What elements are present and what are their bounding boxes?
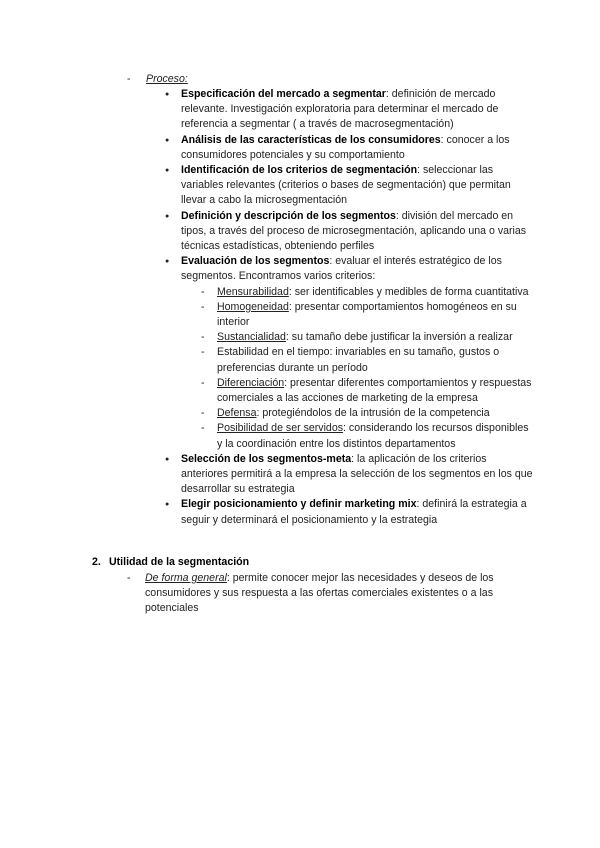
criterion-item [201, 376, 535, 406]
criterion-term: Posibilidad de ser servidos [217, 422, 344, 435]
process-steps-list [165, 87, 535, 528]
step-text: : división del mercado en tipos, a través del proceso de microsegmentación, aplicando una o varias técnicas estadísticas, obteniendo perfiles [181, 209, 527, 253]
criterion-text: : protegiéndolos de la intrusión de la competencia [256, 407, 490, 420]
criterion-term: Defensa [217, 407, 257, 420]
criterion-text: : presentar diferentes comportamientos y respuestas comerciales a las acciones de marketing de la empresa [217, 376, 532, 405]
step-text: : definirá la estrategia a seguir y determinará el posicionamiento y la estrategia [181, 498, 527, 526]
criterion-term: Mensurabilidad [217, 285, 289, 298]
section-heading [92, 555, 249, 570]
step-target-selection [165, 452, 535, 498]
step-text: : definición de mercado relevante. Investigación exploratoria para determinar el mercado de referencia a segmentar ( a través de macrosegmentación) [181, 88, 499, 131]
general-label: De forma general [145, 572, 227, 584]
criterion-term: Diferenciación [217, 376, 285, 389]
criterion-text: : su tamaño debe justificar la inversión a realizar [285, 331, 513, 344]
criterion-item [201, 330, 535, 345]
step-text: : evaluar el interés estratégico de los segmentos. Encontramos varios criterios: [181, 255, 502, 283]
criterion-item [201, 421, 535, 451]
criterion-text: : presentar comportamientos homogéneos en su interior [217, 300, 517, 329]
step-positioning [165, 497, 535, 527]
section-title: Utilidad de la segmentación [109, 556, 250, 568]
step-title: Definición y descripción de los segmentos [181, 209, 396, 222]
criterion-item [201, 300, 535, 330]
criterion-text: Estabilidad en el tiempo: invariables en su tamaño, gustos o preferencias durante un período [217, 346, 500, 374]
section-number: 2. [92, 556, 101, 568]
step-text: : seleccionar las variables relevantes (criterios o bases de segmentación) que permitan llevar a cabo la microsegmentación [181, 164, 511, 207]
evaluation-criteria-list [181, 285, 535, 452]
step-segment-definition [165, 209, 535, 255]
step-text: : conocer a los consumidores potenciales y su comportamiento [181, 133, 510, 161]
step-title: Selección de los segmentos-meta [181, 452, 352, 465]
step-segment-evaluation [165, 254, 535, 452]
step-criteria-identification [165, 163, 535, 209]
general-text: : permite conocer mejor las necesidades y deseos de los consumidores y sus respuesta a las ofertas comerciales existentes o a las potenciales [145, 572, 494, 615]
process-label: Proceso: [146, 73, 188, 85]
process-dash: - [127, 73, 131, 85]
criterion-item [201, 285, 535, 300]
step-title: Especificación del mercado a segmentar [181, 88, 386, 100]
step-title: Análisis de las características de los consumidores [181, 133, 441, 146]
step-text: : la aplicación de los criterios anteriores permitirá a la empresa la selección de los segmentos en los que desarrollar su estrategia [181, 452, 533, 496]
criterion-term: Sustancialidad [217, 331, 286, 344]
criterion-item [201, 345, 535, 375]
step-title: Elegir posicionamiento y definir marketing mix [181, 498, 417, 511]
step-title: Identificación de los criterios de segmentación [181, 164, 418, 177]
criterion-term: Homogeneidad [217, 300, 289, 313]
criterion-item [201, 406, 535, 421]
step-title: Evaluación de los segmentos [181, 255, 330, 268]
criterion-text: : ser identificables y medibles de forma cuantitativa [288, 285, 529, 298]
general-utility-item [127, 571, 527, 617]
general-dash: - [127, 572, 131, 584]
criterion-text: : considerando los recursos disponibles y la coordinación entre los distintos departamentos [217, 422, 529, 450]
step-market-specification [165, 87, 535, 133]
step-consumer-analysis [165, 133, 535, 163]
